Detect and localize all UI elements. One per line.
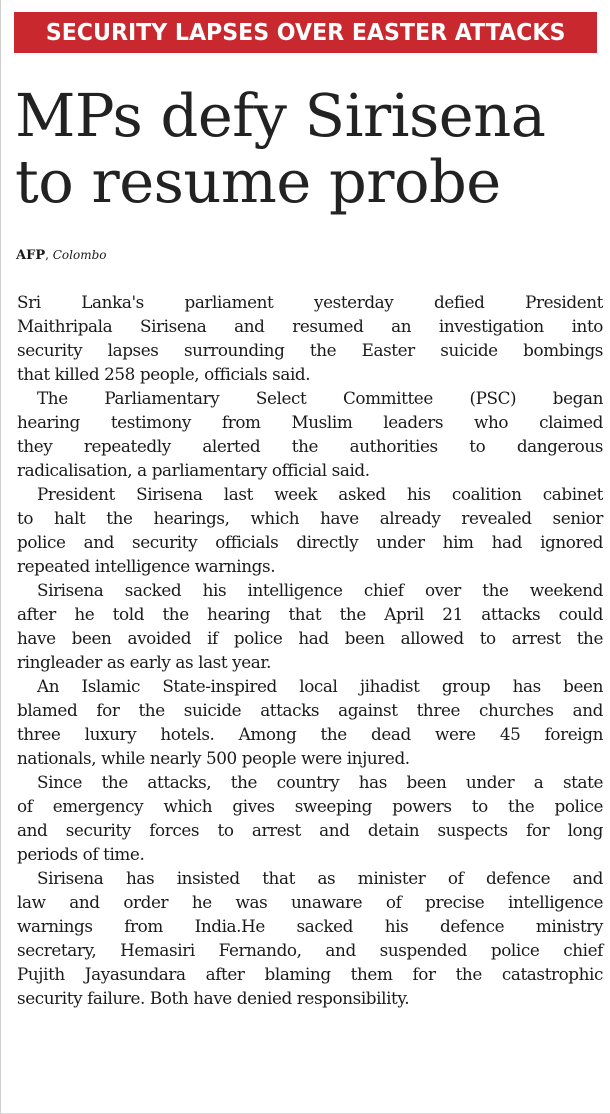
- article-line: and security forces to arrest and detain suspects for long: [17, 820, 603, 840]
- article-line: ringleader as early as last year.: [17, 652, 272, 672]
- article-line: Pujith Jayasundara after blaming them for the catastrophic: [17, 964, 603, 984]
- article-line: have been avoided if police had been allowed to arrest the: [17, 628, 603, 648]
- headline-line-2: to resume probe: [15, 147, 501, 216]
- headline: [15, 83, 605, 215]
- article-line: The Parliamentary Select Committee (PSC) began: [37, 388, 603, 408]
- article-line: An Islamic State-inspired local jihadist group has been: [37, 676, 603, 696]
- byline-separator: ,: [45, 248, 53, 262]
- article-line: hearing testimony from Muslim leaders who claimed: [17, 412, 603, 432]
- kicker-text: SECURITY LAPSES OVER EASTER ATTACKS: [45, 19, 566, 46]
- article-line: three luxury hotels. Among the dead were 45 foreign: [17, 724, 603, 744]
- article-line: Since the attacks, the country has been under a state: [37, 772, 603, 792]
- byline-agency: AFP: [16, 248, 46, 263]
- article-line: security failure. Both have denied responsibility.: [17, 988, 410, 1008]
- article-line: Maithripala Sirisena and resumed an investigation into: [17, 316, 603, 336]
- article-line: secretary, Hemasiri Fernando, and suspended police chief: [17, 940, 603, 960]
- article-line: nationals, while nearly 500 people were injured.: [17, 748, 410, 768]
- article-line: police and security officials directly under him had ignored: [17, 532, 603, 552]
- headline-line-1: MPs defy Sirisena: [15, 81, 546, 150]
- article-line: to halt the hearings, which have already revealed senior: [17, 508, 603, 528]
- section-kicker-banner: [14, 12, 597, 53]
- article-line: radicalisation, a parliamentary official said.: [17, 460, 370, 480]
- article-body: [17, 290, 603, 1010]
- byline: [16, 248, 107, 263]
- article-line: that killed 258 people, officials said.: [17, 364, 311, 384]
- article-line: of emergency which gives sweeping powers to the police: [17, 796, 603, 816]
- article-line: periods of time.: [17, 844, 145, 864]
- article-line: law and order he was unaware of precise intelligence: [17, 892, 603, 912]
- article-line: Sirisena has insisted that as minister of defence and: [37, 868, 603, 888]
- article-line: they repeatedly alerted the authorities to dangerous: [17, 436, 603, 456]
- article-line: warnings from India.He sacked his defence ministry: [17, 916, 603, 936]
- article-line: repeated intelligence warnings.: [17, 556, 276, 576]
- byline-place: Colombo: [52, 248, 107, 262]
- article-line: President Sirisena last week asked his coalition cabinet: [37, 484, 603, 504]
- article-line: after he told the hearing that the April 21 attacks could: [17, 604, 603, 624]
- article-line: blamed for the suicide attacks against three churches and: [17, 700, 603, 720]
- article-line: security lapses surrounding the Easter suicide bombings: [17, 340, 603, 360]
- article-line: Sirisena sacked his intelligence chief over the weekend: [37, 580, 603, 600]
- article-line: Sri Lanka's parliament yesterday defied President: [17, 292, 603, 312]
